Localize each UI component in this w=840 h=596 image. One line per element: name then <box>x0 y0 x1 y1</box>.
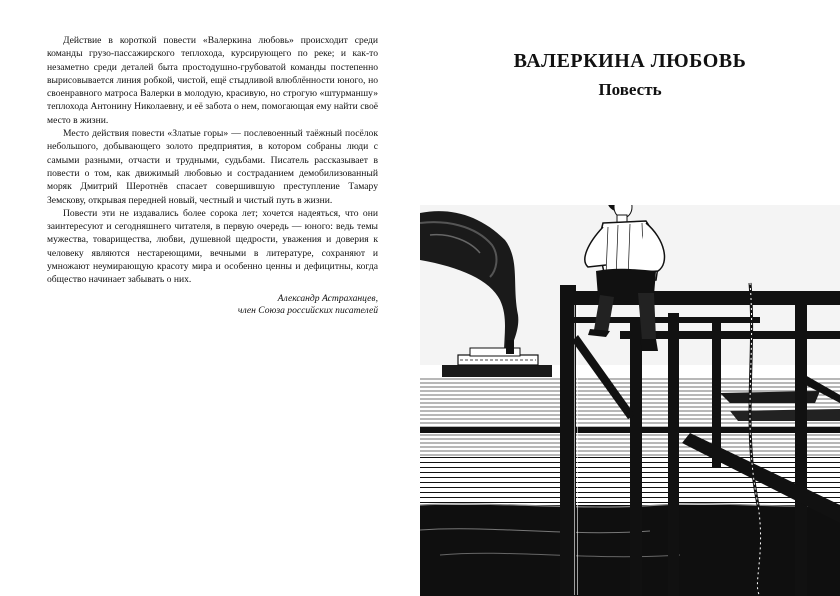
paragraph-2: Место действия повести «Златые горы» — послевоенный таёжный посёлок небольшого, добывающего золото предприятия, в котором собраны люди с самыми разными, отчасти и трудными, судьбами. Писатель рассказывает в повести о том, как движимый любовью и состраданием демобилизованный моряк Дмитрий Шеротнёв спасает совершившую преступление Тамару Земскову, открывая передней новый, честный и чистый путь в жизни. <box>47 128 378 206</box>
book-title: ВАЛЕРКИНА ЛЮБОВЬ <box>513 50 747 72</box>
right-page <box>420 0 840 596</box>
annotation-text <box>47 34 378 318</box>
book-subtitle: Повесть <box>598 80 662 99</box>
paragraph-1: Действие в короткой повести «Валеркина любовь» происходит среди команды грузо-пассажирского теплохода, курсирующего по реке; и как-то незаметно среди деталей быта простодушно-грубоватой команды постепенно вырисовывается линия робкой, чистой, ещё стыдливой влюблённости юного, но своенравного матроса Валерки в молодую, красивую, но строгую «штурманшу» теплохода Антонину Николаевну, и её забота о нем, помогающая ему найти своё место в жизни. <box>47 35 378 126</box>
signature-author: Александр Астраханцев, <box>277 292 378 304</box>
signature-position: член Союза российских писателей <box>237 305 378 317</box>
boy-on-pier-illustration <box>420 205 840 596</box>
signature <box>47 293 378 318</box>
paragraph-3: Повести эти не издавались более сорока лет; хочется надеяться, что они заинтересуют и сегодняшнего читателя, в первую очередь — юного: ведь темы мужества, товарищества, любви, душевной щедрости, уважения и доверия к человеку являются нестареющими, вечными в литературе, сохраняют и умножают неумирающую красоту мира и особенно ценны и дефицитны, когда общество начинает забывать о них. <box>47 207 378 286</box>
